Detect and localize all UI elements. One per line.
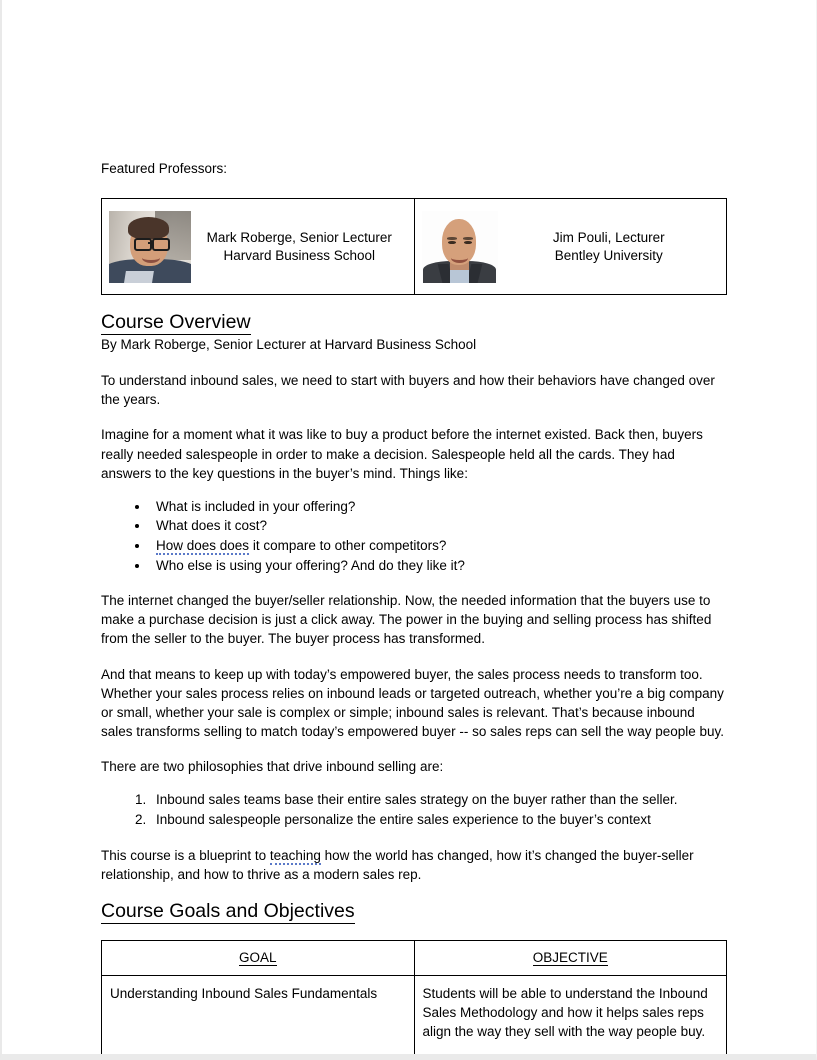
professor-name: Jim Pouli, Lecturer <box>552 229 665 245</box>
professor-cell-mark-roberge <box>102 199 415 295</box>
featured-professors-label: Featured Professors: <box>101 161 228 176</box>
course-goals-table <box>101 940 727 1060</box>
column-header-objective: OBJECTIVE <box>414 940 727 975</box>
jim-pouli-photo <box>422 211 498 283</box>
list-item-rest: it compare to other competitors? <box>249 538 447 554</box>
overview-paragraph-2: Imagine for a moment what it was like to buy a product before the internet existed. Back then, buyers really needed salespeople in order to make a decision. Salespeople held all the cards. They had answers to the key questions in the buyer’s mind. Things like: <box>101 427 703 481</box>
table-row <box>102 199 727 295</box>
list-item: • Who else is using your offering? And do they like it? <box>150 556 727 576</box>
featured-professors-table <box>101 198 727 295</box>
professor-affiliation: Bentley University <box>554 247 663 263</box>
spellcheck-text: teaching <box>269 847 321 863</box>
list-item: • What does it cost? <box>150 516 727 536</box>
overview-paragraph-3: The internet changed the buyer/seller relationship. Now, the needed information that the buyers use to make a purchase decision is just a click away. The power in the buying and selling process has shifted from the seller to the buyer. The buyer process has transformed. <box>101 593 712 647</box>
paragraph-suffix: how the world has changed, how it’s changed the buyer-seller relationship, and how to thrive as a modern sales rep. <box>101 847 694 882</box>
philosophies-list <box>101 790 727 829</box>
spellcheck-text: How does does <box>156 538 250 554</box>
overview-paragraph-4: And that means to keep up with today’s empowered buyer, the sales process needs to transform too. Whether your sales process relies on inbound leads or targeted outreach, whether you’re a big company or small, whether your sale is complex or simple; inbound sales is relevant. That’s because inbound sales transforms selling to match today’s empowered buyer -- so sales reps can sell the way people buy. <box>101 666 725 740</box>
professor-caption <box>498 229 721 265</box>
table-row <box>102 975 727 1060</box>
course-overview-byline: By Mark Roberge, Senior Lecturer at Harvard Business School <box>101 337 477 353</box>
cell-objective: Students will be able to understand the Inbound Sales Methodology and how it helps sales reps align the way they sell with the way people buy. <box>414 975 727 1060</box>
list-item: 1. Inbound sales teams base their entire sales strategy on the buyer rather than the seller. <box>150 790 727 810</box>
course-goals-heading <box>101 900 727 923</box>
list-item: 2. Inbound salespeople personalize the entire sales experience to the buyer’s context <box>150 810 727 830</box>
mark-roberge-photo <box>109 211 191 283</box>
course-overview-heading-text: Course Overview <box>101 311 251 334</box>
professor-name: Mark Roberge, Senior Lecturer <box>206 229 392 245</box>
paragraph-prefix: This course is a blueprint to <box>101 847 270 863</box>
professor-affiliation: Harvard Business School <box>223 247 376 263</box>
list-item <box>150 536 727 556</box>
professor-caption <box>191 229 408 265</box>
column-header-goal: GOAL <box>102 940 415 975</box>
professor-cell-jim-pouli <box>414 199 727 295</box>
overview-paragraph-6 <box>101 846 727 884</box>
course-overview-heading <box>101 311 727 334</box>
document-content <box>101 160 727 1060</box>
course-goals-heading-text: Course Goals and Objectives <box>101 899 355 922</box>
list-item: • What is included in your offering? <box>150 497 727 517</box>
buyer-questions-list <box>101 497 727 575</box>
overview-paragraph-1: To understand inbound sales, we need to start with buyers and how their behaviors have changed over the years. <box>101 373 715 408</box>
table-header-row <box>102 940 727 975</box>
overview-paragraph-5: There are two philosophies that drive inbound selling are: <box>101 759 444 775</box>
cell-goal: Understanding Inbound Sales Fundamentals <box>102 975 415 1060</box>
